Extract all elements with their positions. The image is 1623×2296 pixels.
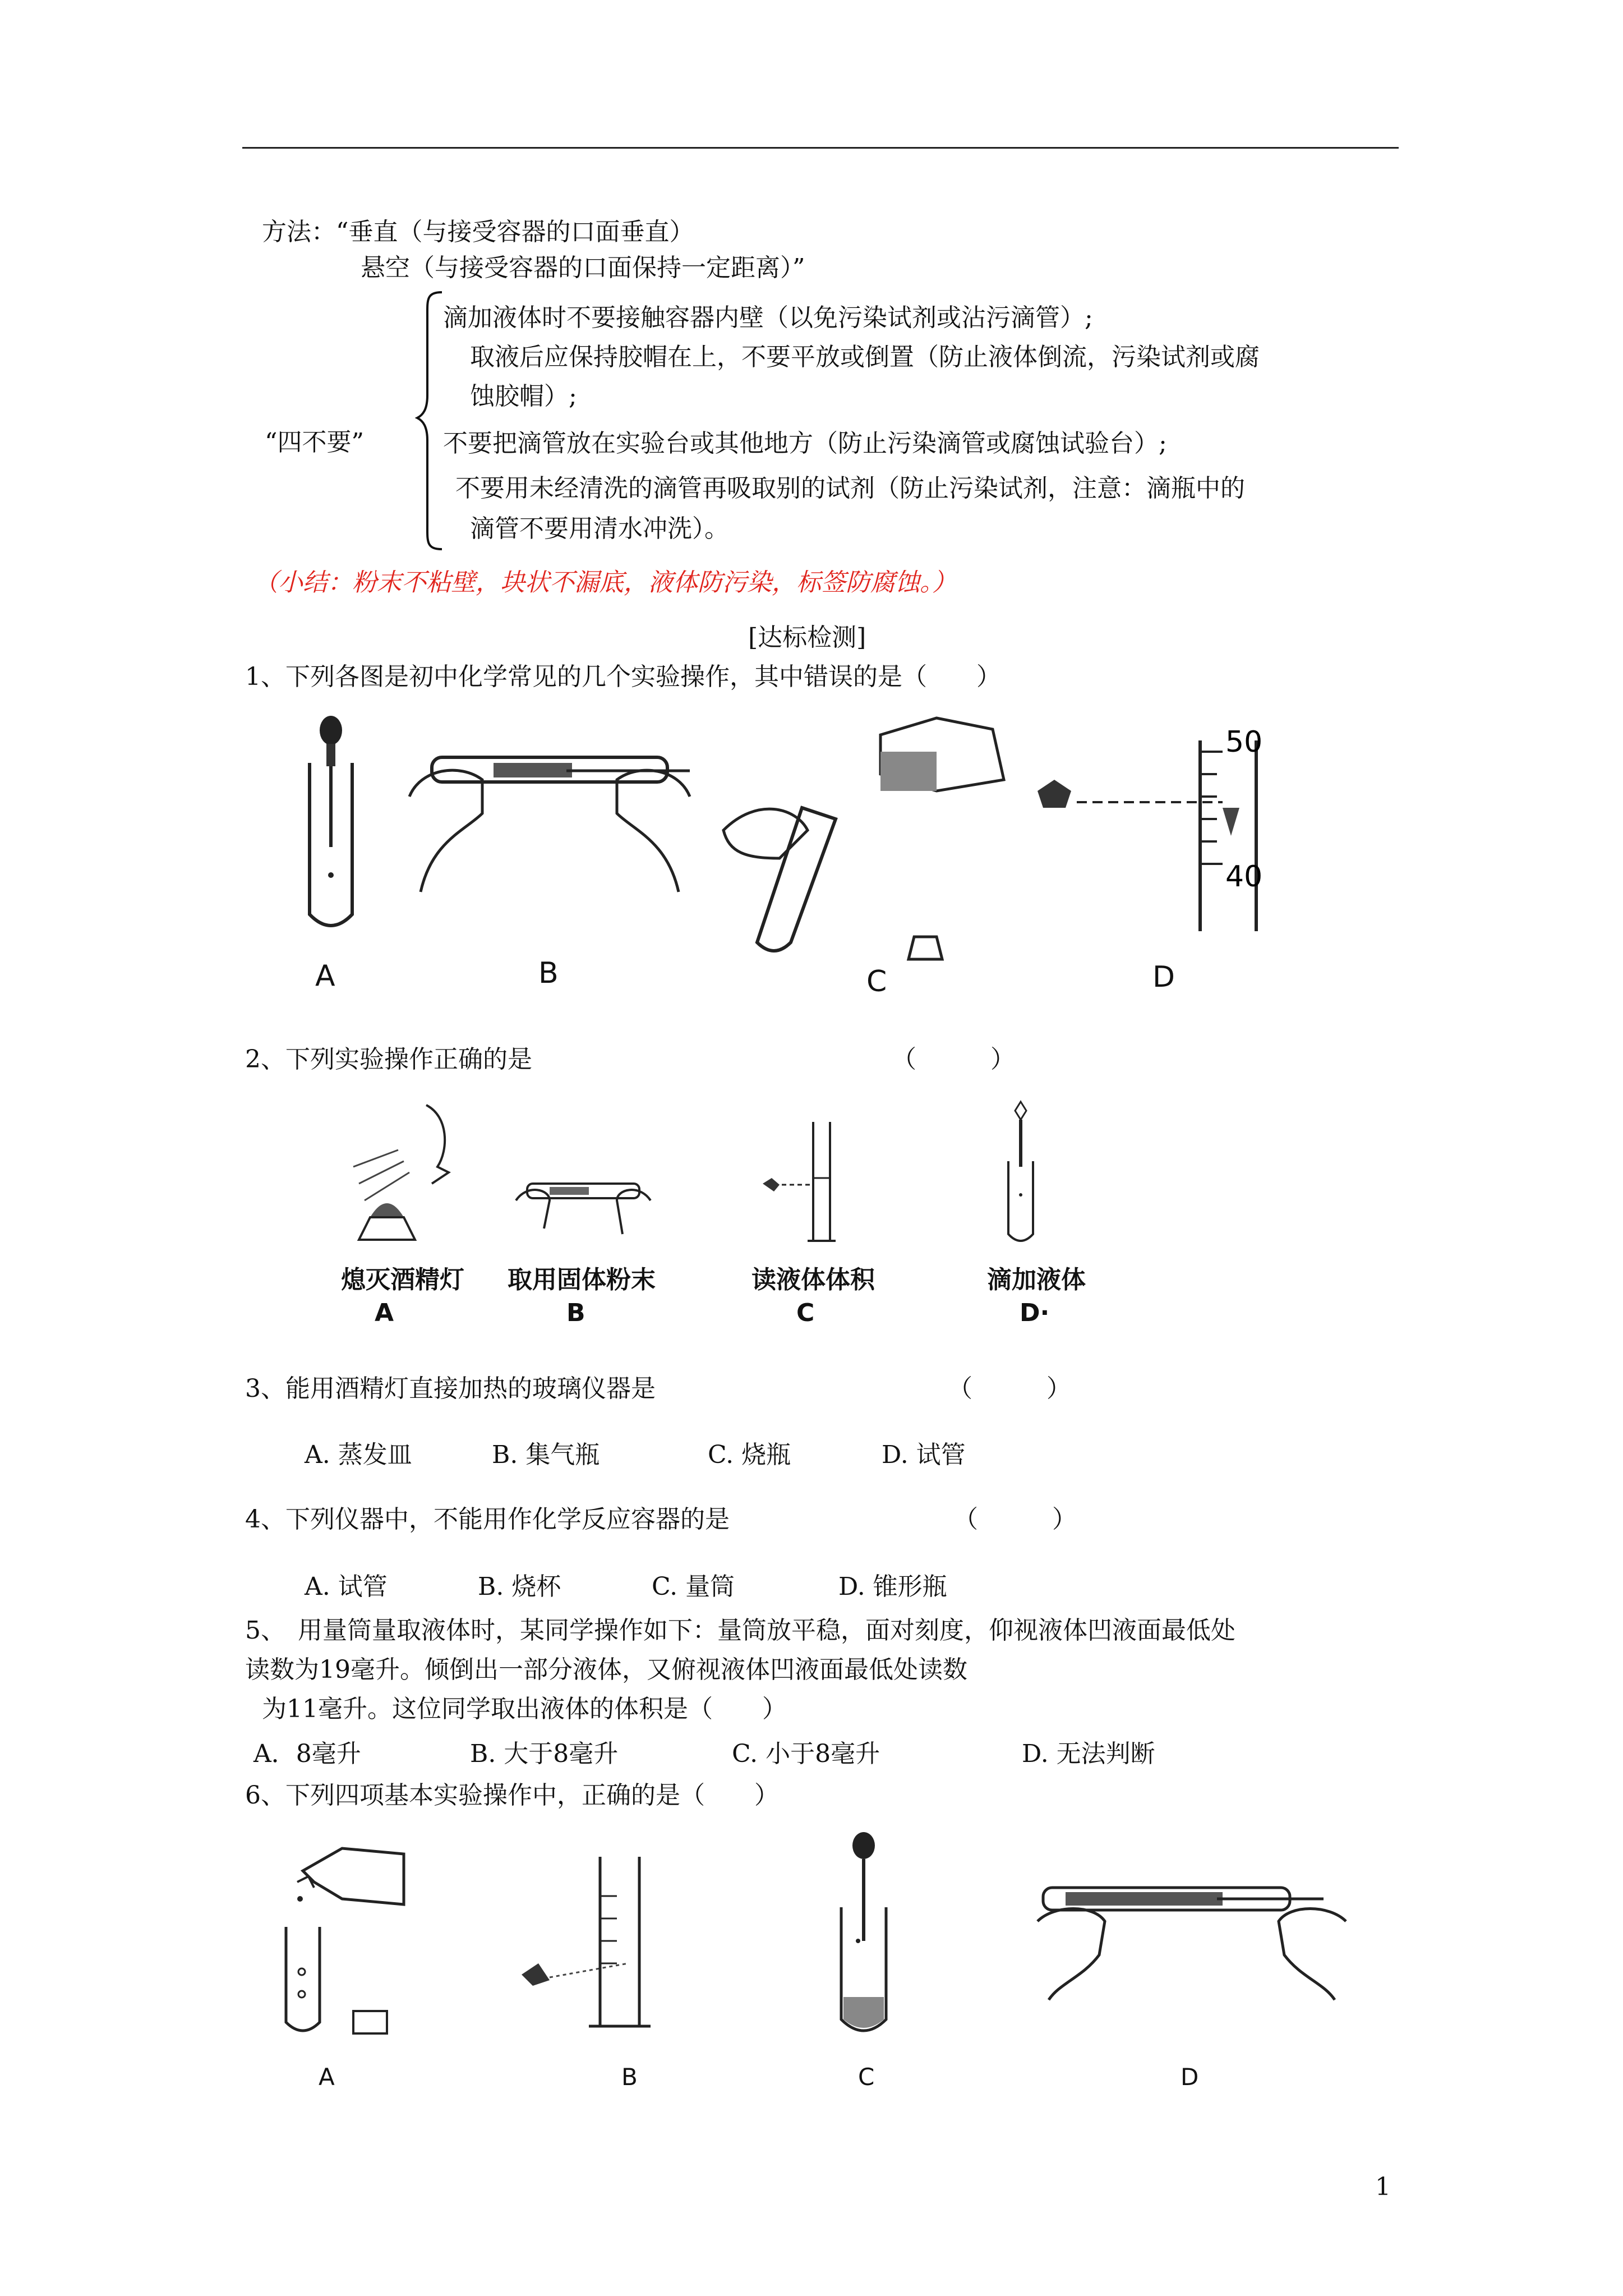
q2-figure-a xyxy=(342,1099,465,1245)
q1-label-a: A xyxy=(315,959,335,993)
summary-note: （小结：粉末不粘壁，块状不漏底，液体防污染，标签防腐蚀。） xyxy=(253,568,957,597)
q4-option-c[interactable]: C. 量筒 xyxy=(652,1572,735,1601)
q5-line-1: 5、 用量筒量取液体时，某同学操作如下：量筒放平稳，面对刻度，仰视液体凹液面最低处 xyxy=(245,1616,1235,1645)
q1-figure-a xyxy=(297,712,365,937)
q4-stem: 4、下列仪器中，不能用作化学反应容器的是 xyxy=(245,1505,730,1534)
header-rule xyxy=(242,147,1399,149)
q2-figure-c xyxy=(757,1116,836,1245)
q3-option-a[interactable]: A. 蒸发皿 xyxy=(305,1441,412,1469)
q3-option-b[interactable]: B. 集气瓶 xyxy=(492,1441,600,1469)
q3-option-d[interactable]: D. 试管 xyxy=(882,1441,966,1469)
four-donts-item-1: 滴加液体时不要接触容器内壁（以免污染试剂或沾污滴管）; xyxy=(443,303,1093,332)
q1-label-b: B xyxy=(538,956,559,990)
section-title: [达标检测] xyxy=(748,623,866,652)
q3-option-c[interactable]: C. 烧瓶 xyxy=(708,1441,791,1469)
q6-figure-c xyxy=(824,1829,903,2042)
q6-label-c: C xyxy=(858,2063,875,2091)
q4-option-b[interactable]: B. 烧杯 xyxy=(478,1572,561,1601)
q2-caption-c: 读液体体积 xyxy=(751,1266,875,1294)
q5-option-a[interactable]: A．8毫升 xyxy=(253,1740,361,1768)
q2-figure-d xyxy=(998,1099,1043,1251)
q5-line-2: 读数为19毫升。倾倒出一部分液体，又俯视液体凹液面最低处读数 xyxy=(245,1655,967,1684)
q1-label-c: C xyxy=(866,965,887,999)
q5-option-d[interactable]: D. 无法判断 xyxy=(1022,1740,1155,1768)
method-line-2: 悬空（与接受容器的口面保持一定距离）” xyxy=(361,254,805,282)
page-number: 1 xyxy=(1375,2173,1391,2201)
cylinder-mark-50: 50 xyxy=(1225,725,1263,759)
q2-caption-b: 取用固体粉末 xyxy=(508,1266,656,1294)
q1-figure-d xyxy=(1032,724,1279,937)
q6-figure-a xyxy=(275,1843,409,2045)
four-donts-label: “四不要” xyxy=(265,428,364,457)
four-donts-item-2: 取液后应保持胶帽在上，不要平放或倒置（防止液体倒流，污染试剂或腐 xyxy=(470,343,1260,371)
q2-answer-paren[interactable]: （ ） xyxy=(892,1045,1015,1074)
q6-label-b: B xyxy=(621,2063,638,2091)
four-donts-item-4-cont: 滴管不要用清水冲洗）。 xyxy=(470,514,729,543)
q2-label-c: C xyxy=(796,1299,815,1327)
q6-label-d: D xyxy=(1181,2063,1199,2091)
q5-line-3: 为11毫升。这位同学取出液体的体积是（ ） xyxy=(262,1695,787,1723)
q1-figure-b xyxy=(398,724,701,903)
q4-answer-paren[interactable]: （ ） xyxy=(953,1505,1077,1534)
q6-figure-b xyxy=(516,1846,673,2036)
four-donts-item-4: 不要用未经清洗的滴管再吸取别的试剂（防止污染试剂，注意：滴瓶中的 xyxy=(455,474,1245,503)
q2-label-d: D· xyxy=(1020,1299,1050,1327)
q5-option-c[interactable]: C. 小于8毫升 xyxy=(732,1740,880,1768)
four-donts-item-3: 不要把滴管放在实验台或其他地方（防止污染滴管或腐蚀试验台）; xyxy=(443,429,1167,458)
q2-label-b: B xyxy=(566,1299,585,1327)
q5-option-b[interactable]: B. 大于8毫升 xyxy=(470,1740,619,1768)
q3-stem: 3、能用酒精灯直接加热的玻璃仪器是 xyxy=(245,1374,656,1403)
q1-figure-c xyxy=(712,712,1015,982)
q6-stem: 6、下列四项基本实验操作中，正确的是（ ） xyxy=(245,1781,779,1810)
q2-label-a: A xyxy=(375,1299,394,1327)
method-line-1: 方法：“垂直（与接受容器的口面垂直） xyxy=(262,218,694,246)
q3-answer-paren[interactable]: （ ） xyxy=(948,1374,1071,1403)
four-donts-item-2-cont: 蚀胶帽）; xyxy=(470,382,577,411)
q4-option-d[interactable]: D. 锥形瓶 xyxy=(838,1572,947,1601)
q1-stem: 1、下列各图是初中化学常见的几个实验操作，其中错误的是（ ） xyxy=(245,662,1001,691)
q2-figure-b xyxy=(510,1167,656,1245)
q2-caption-a: 熄灭酒精灯 xyxy=(341,1266,464,1294)
q4-option-a[interactable]: A. 试管 xyxy=(305,1572,388,1601)
q6-figure-d xyxy=(1032,1871,1352,2005)
q2-caption-d: 滴加液体 xyxy=(987,1266,1086,1294)
q2-stem: 2、下列实验操作正确的是 xyxy=(245,1045,532,1074)
q6-label-a: A xyxy=(319,2063,335,2091)
cylinder-mark-40: 40 xyxy=(1225,860,1263,894)
q1-label-d: D xyxy=(1152,960,1175,994)
